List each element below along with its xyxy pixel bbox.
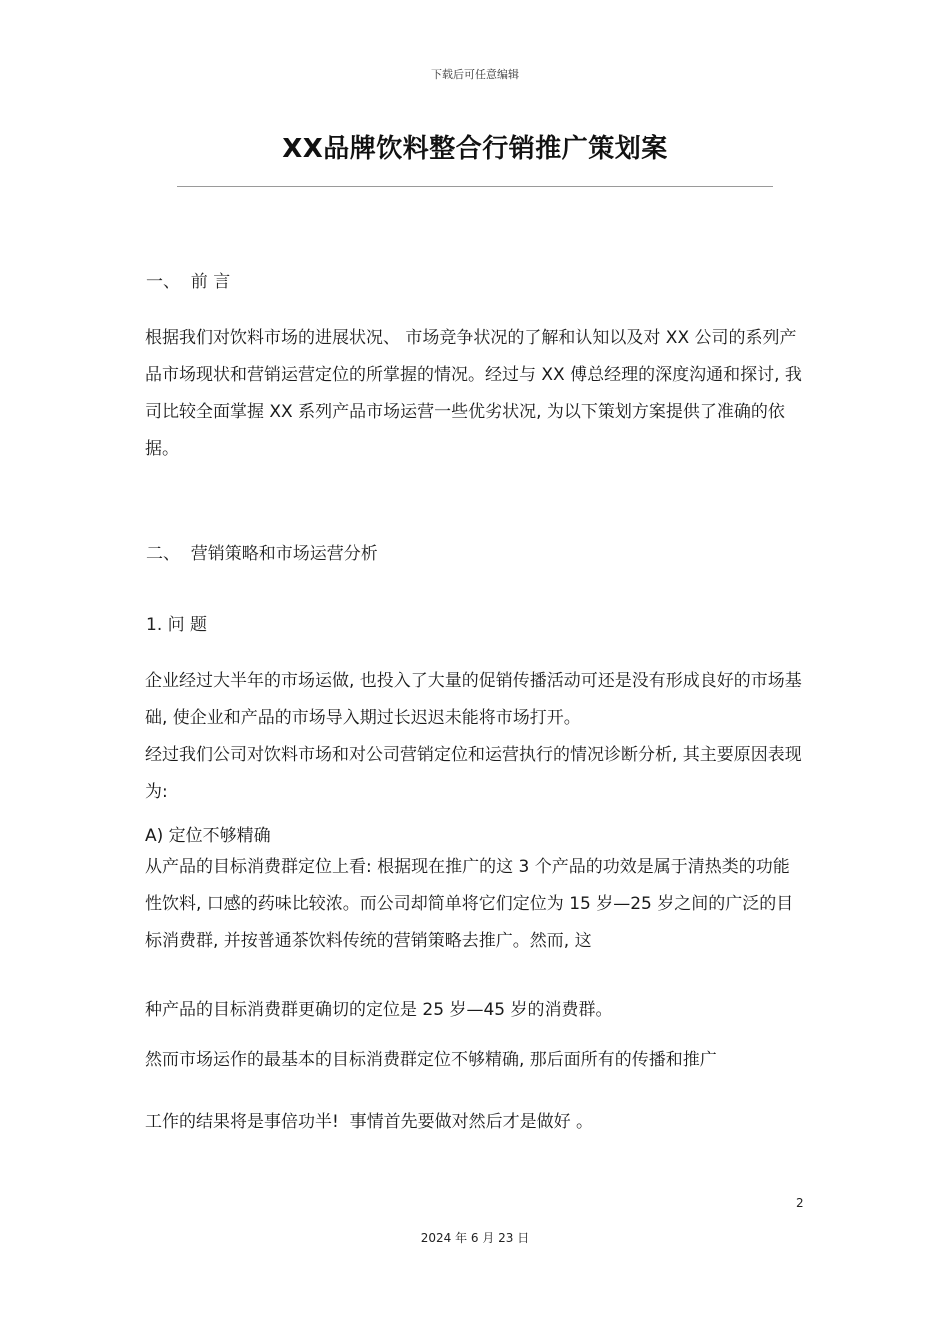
preface-paragraph: 根据我们对饮料市场的进展状况、 市场竞争状况的了解和认知以及对 XX 公司的系列产品市场现状和营销运营定位的所掌握的情况。经过与 XX 傅总经理的深度沟通和探讨, 我司比较全面掌握 XX 系列产品市场运营一些优劣状况, 为以下策划方案提供了准确的依据。 — [145, 328, 802, 459]
header-note: 下载后可任意编辑 — [431, 68, 519, 81]
point-a-heading: A) 定位不够精确 — [145, 826, 271, 846]
section-heading-strategy: 二、 营销策略和市场运营分析 — [146, 544, 378, 564]
problem-paragraph: 企业经过大半年的市场运做, 也投入了大量的促销传播活动可还是没有形成良好的市场基础, 使企业和产品的市场导入期过长迟迟未能将市场打开。 — [145, 671, 802, 728]
page-number: 2 — [796, 1196, 804, 1210]
document-title: XX品牌饮料整合行销推广策划案 — [282, 134, 668, 164]
paragraph-line: 工作的结果将是事倍功半! 事情首先要做对然后才是做好 。 — [145, 1112, 594, 1132]
analysis-paragraph: 经过我们公司对饮料市场和对公司营销定位和运营执行的情况诊断分析, 其主要原因表现为: — [145, 745, 802, 802]
paragraph-line: 种产品的目标消费群更确切的定位是 25 岁—45 岁的消费群。 — [145, 1000, 613, 1020]
sub-heading-problem: 1. 问 题 — [146, 615, 208, 635]
point-a-paragraph: 从产品的目标消费群定位上看: 根据现在推广的这 3 个产品的功效是属于清热类的功能性饮料, 口感的药味比较浓。而公司却简单将它们定位为 15 岁—25 岁之间的广泛的目标消费群, 并按普通茶饮料传统的营销策略去推广。然而, 这 — [145, 857, 794, 951]
title-divider — [177, 186, 773, 187]
paragraph-line: 然而市场运作的最基本的目标消费群定位不够精确, 那后面所有的传播和推广 — [145, 1050, 717, 1070]
footer-date: 2024 年 6 月 23 日 — [420, 1231, 530, 1245]
section-heading-preface: 一、 前 言 — [146, 272, 231, 292]
